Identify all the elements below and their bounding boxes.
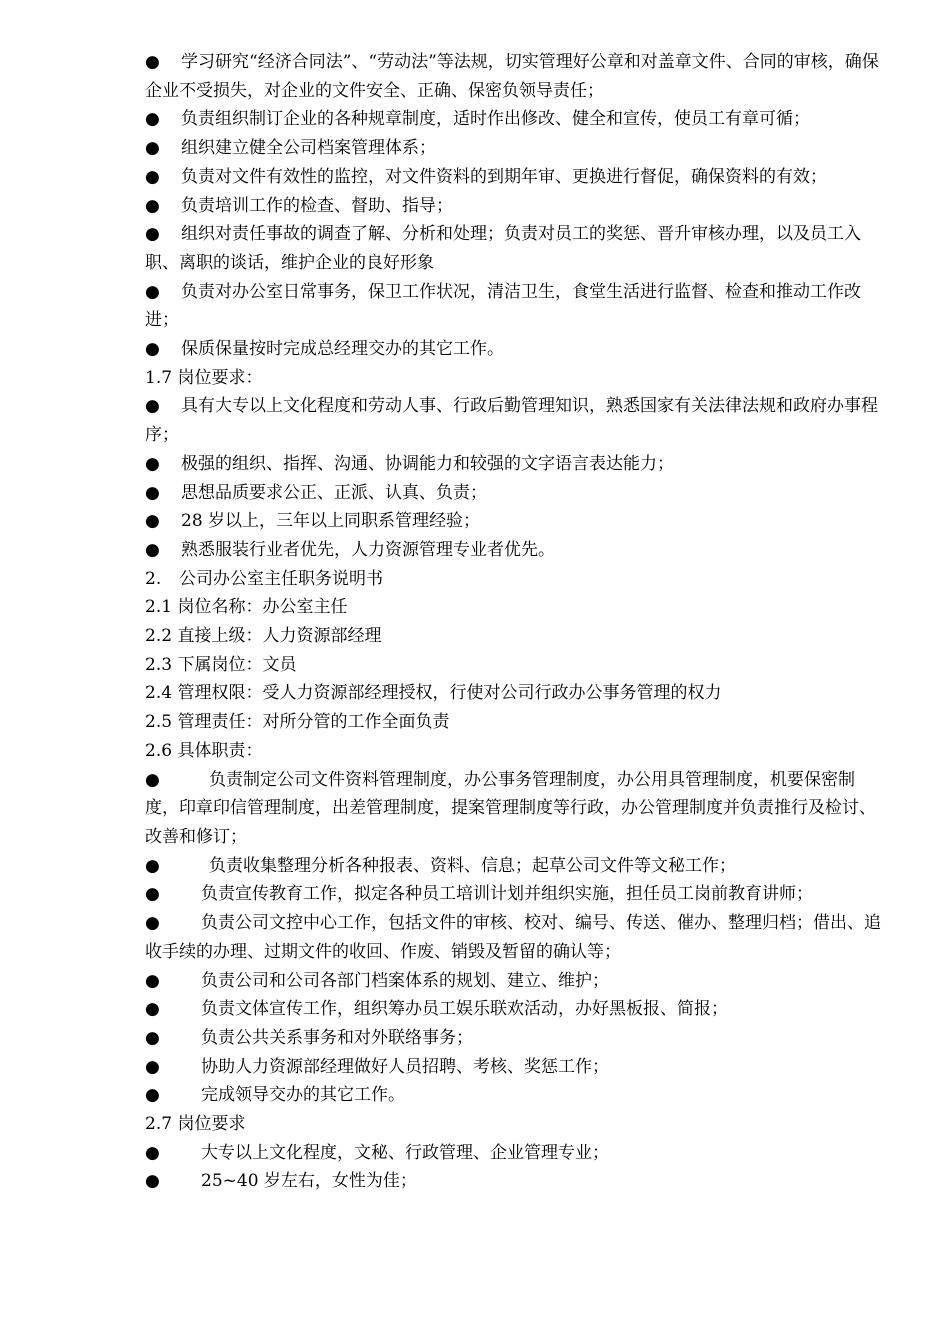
bullet: ● bbox=[145, 339, 160, 360]
bullet: ● bbox=[145, 1085, 160, 1106]
duty-item: ● 负责公司和公司各部门档案体系的规划、建立、维护； bbox=[145, 967, 885, 996]
bullet: ● bbox=[145, 1056, 160, 1077]
bullet: ● bbox=[145, 109, 160, 130]
bullet: ● bbox=[145, 453, 160, 474]
duty-item: ● 组织对责任事故的调查了解、分析和处理；负责对员工的奖惩、晋升审核办理，以及员工入职、离职的谈话，维护企业的良好形象 bbox=[145, 220, 885, 277]
bullet: ● bbox=[145, 1027, 160, 1048]
requirement-item: ● 极强的组织、指挥、沟通、协调能力和较强的文字语言表达能力； bbox=[145, 450, 885, 479]
duty-item: ● 完成领导交办的其它工作。 bbox=[145, 1081, 885, 1110]
bullet: ● bbox=[145, 482, 160, 503]
duty-item: ● 协助人力资源部经理做好人员招聘、考核、奖惩工作； bbox=[145, 1053, 885, 1082]
requirement-item: ● 大专以上文化程度，文秘、行政管理、企业管理专业； bbox=[145, 1139, 885, 1168]
duty-item: ● 负责对办公室日常事务，保卫工作状况，清洁卫生，食堂生活进行监督、检查和推动工作改进； bbox=[145, 278, 885, 335]
duty-item: ● 保质保量按时完成总经理交办的其它工作。 bbox=[145, 335, 885, 364]
info-line: 2.6 具体职责： bbox=[145, 740, 263, 761]
duty-item: ● 组织建立健全公司档案管理体系； bbox=[145, 134, 885, 163]
info-line: 2.1 岗位名称：办公室主任 bbox=[145, 597, 348, 618]
duty-item: ● 负责公司文控中心工作，包括文件的审核、校对、编号、传送、催办、整理归档；借出、追收手续的办理、过期文件的收回、作废、销毁及暂留的确认等； bbox=[145, 909, 885, 966]
info-line: 2.5 管理责任：对所分管的工作全面负责 bbox=[145, 712, 450, 733]
bullet: ● bbox=[145, 1142, 160, 1163]
duty-item: ● 负责组织制订企业的各种规章制度，适时作出修改、健全和宣传，使员工有章可循； bbox=[145, 105, 885, 134]
bullet: ● bbox=[145, 396, 160, 417]
bullet: ● bbox=[145, 281, 160, 302]
info-line: 2.4 管理权限：受人力资源部经理授权，行使对公司行政办公事务管理的权力 bbox=[145, 683, 722, 704]
section-heading: 2.7 岗位要求 bbox=[145, 1114, 246, 1135]
bullet: ● bbox=[145, 224, 160, 245]
bullet: ● bbox=[145, 913, 160, 934]
bullet: ● bbox=[145, 1171, 160, 1192]
bullet: ● bbox=[145, 999, 160, 1020]
bullet: ● bbox=[145, 855, 160, 876]
bullet: ● bbox=[145, 138, 160, 159]
requirement-item: ● 熟悉服装行业者优先，人力资源管理专业者优先。 bbox=[145, 536, 885, 565]
requirement-item: ● 28 岁以上，三年以上同职系管理经验； bbox=[145, 507, 885, 536]
duty-item: ● 负责培训工作的检查、督助、指导； bbox=[145, 192, 885, 221]
duty-item: ● 学习研究“经济合同法”、“劳动法”等法规，切实管理好公章和对盖章文件、合同的审核，确保企业不受损失，对企业的文件安全、正确、保密负领导责任； bbox=[145, 48, 885, 105]
info-line: 2.2 直接上级：人力资源部经理 bbox=[145, 626, 382, 647]
section-number: 2. bbox=[145, 568, 162, 589]
bullet: ● bbox=[145, 539, 160, 560]
bullet: ● bbox=[145, 769, 160, 790]
duty-item: ● 负责文体宣传工作，组织筹办员工娱乐联欢活动，办好黑板报、简报； bbox=[145, 995, 885, 1024]
bullet: ● bbox=[145, 970, 160, 991]
bullet: ● bbox=[145, 884, 160, 905]
duty-item: ● 负责宣传教育工作，拟定各种员工培训计划并组织实施，担任员工岗前教育讲师； bbox=[145, 880, 885, 909]
duty-item: ● 负责公共关系事务和对外联络事务； bbox=[145, 1024, 885, 1053]
section-title: 2. 公司办公室主任职务说明书 bbox=[145, 565, 885, 594]
bullet: ● bbox=[145, 195, 160, 216]
requirement-item: ● 思想品质要求公正、正派、认真、负责； bbox=[145, 479, 885, 508]
duty-item: ● 负责制定公司文件资料管理制度，办公事务管理制度，办公用具管理制度，机要保密制度，印章印信管理制度，出差管理制度，提案管理制度等行政，办公管理制度并负责推行及检讨、改善和修订； bbox=[145, 766, 885, 852]
bullet: ● bbox=[145, 511, 160, 532]
duty-item: ● 负责收集整理分析各种报表、资料、信息；起草公司文件等文秘工作； bbox=[145, 852, 885, 881]
requirement-item: ● 25~40 岁左右，女性为佳； bbox=[145, 1167, 885, 1196]
bullet: ● bbox=[145, 52, 160, 72]
requirement-item: ● 具有大专以上文化程度和劳动人事、行政后勤管理知识，熟悉国家有关法律法规和政府办事程序； bbox=[145, 392, 885, 449]
section-heading: 1.7 岗位要求： bbox=[145, 367, 263, 388]
duty-item: ● 负责对文件有效性的监控，对文件资料的到期年审、更换进行督促，确保资料的有效； bbox=[145, 163, 885, 192]
info-line: 2.3 下属岗位：文员 bbox=[145, 654, 297, 675]
document-page bbox=[145, 48, 885, 1196]
bullet: ● bbox=[145, 166, 160, 187]
